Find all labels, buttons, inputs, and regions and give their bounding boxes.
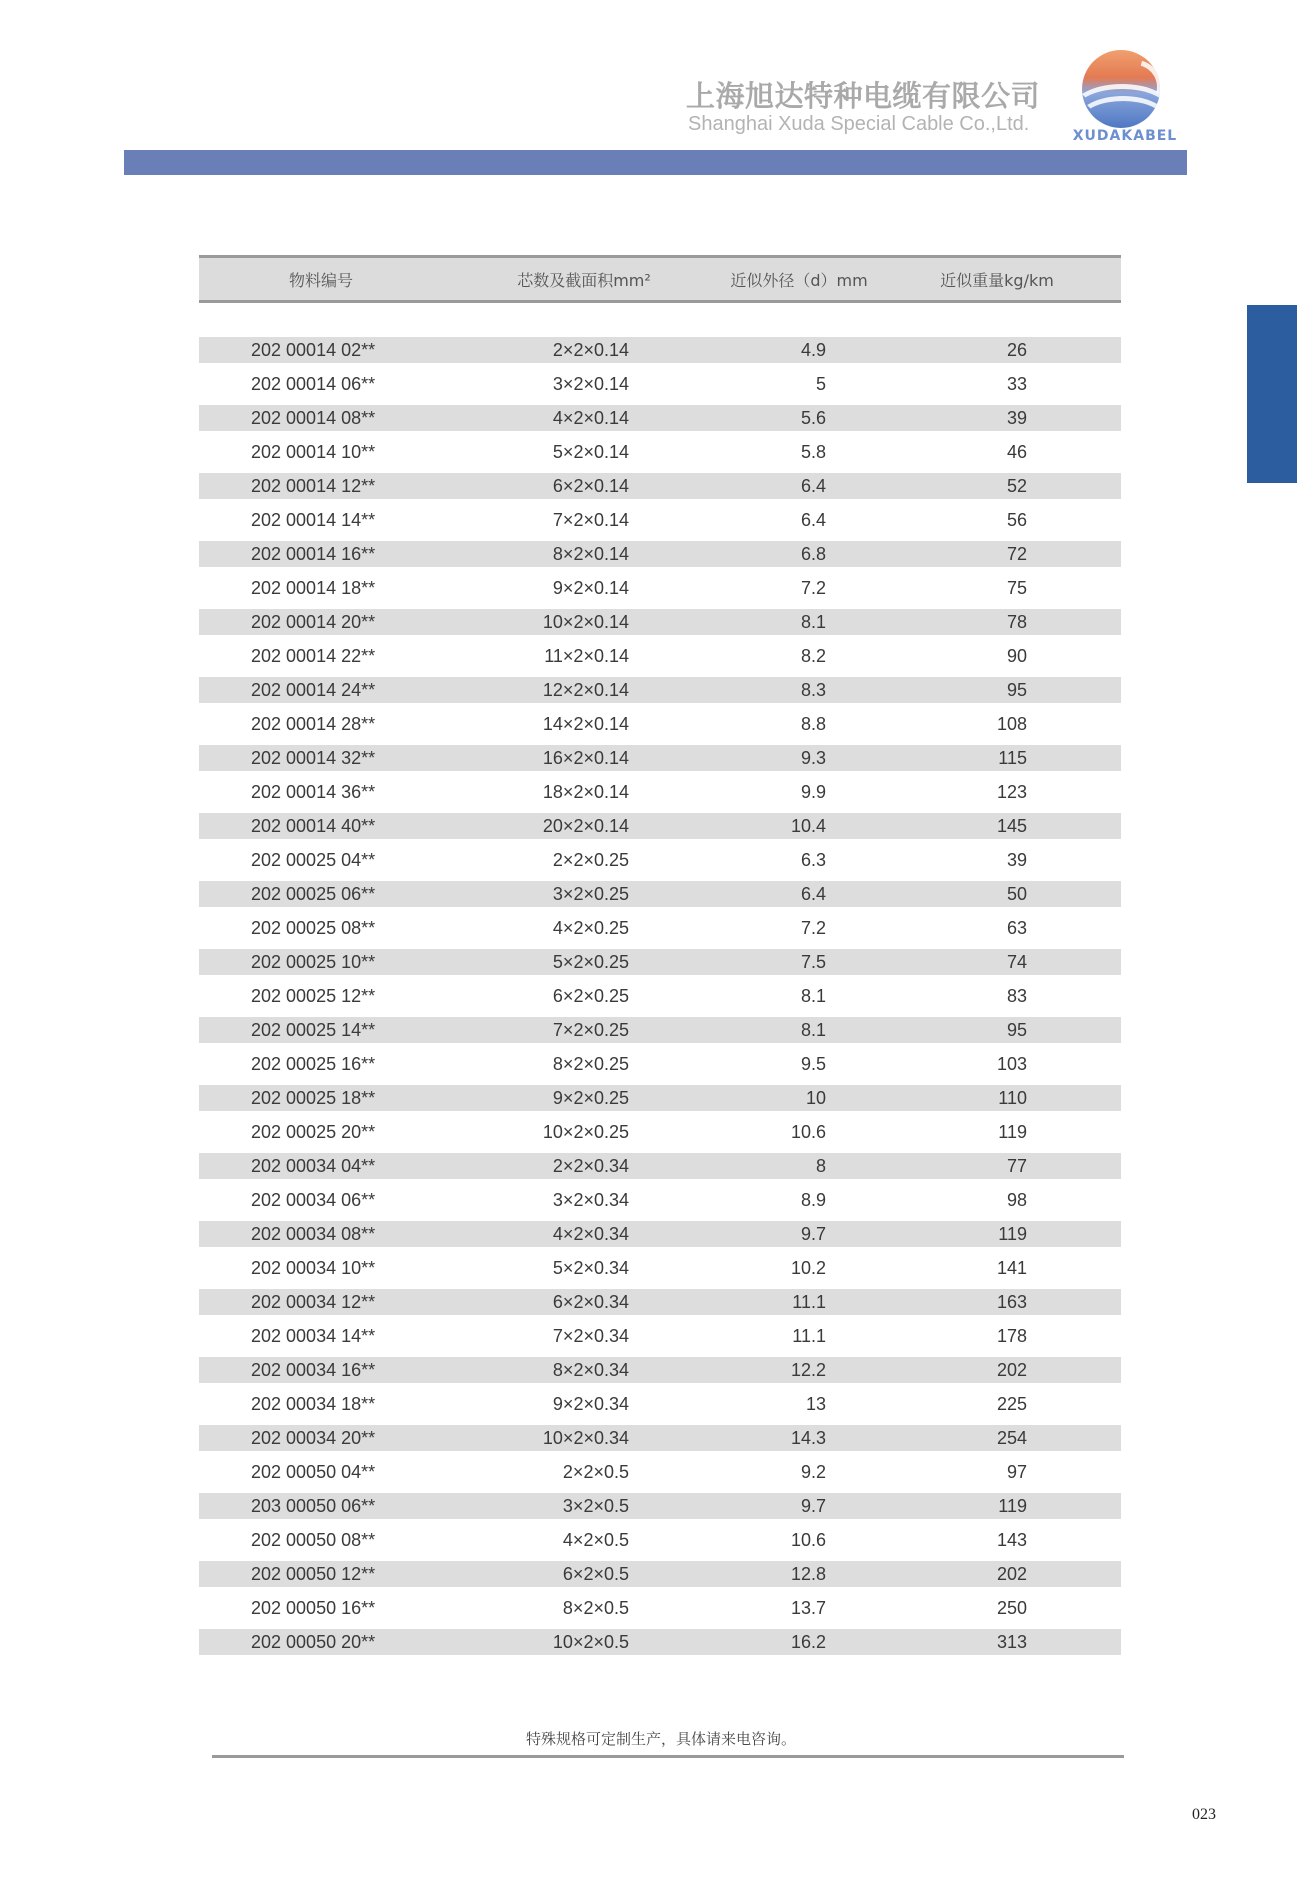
cell-weight: 103: [996, 1053, 1027, 1074]
cell-outer-diameter: 10.6: [790, 1529, 826, 1550]
cell-outer-diameter: 16.2: [790, 1631, 826, 1652]
cell-weight: 123: [996, 781, 1027, 802]
cell-outer-diameter: 8.3: [800, 679, 826, 700]
cell-weight: 313: [996, 1631, 1027, 1652]
cell-material-code: 202 00025 14**: [251, 1019, 376, 1040]
table-row: [199, 609, 1121, 635]
table-row: [199, 1425, 1121, 1451]
cell-outer-diameter: 8.9: [800, 1189, 826, 1210]
cell-outer-diameter: 11.1: [792, 1325, 826, 1346]
cell-material-code: 202 00014 14**: [251, 509, 376, 530]
column-header-weight: 近似重量kg/km: [940, 270, 1054, 290]
cell-material-code: 202 00014 20**: [251, 611, 376, 632]
cell-material-code: 202 00034 14**: [251, 1325, 376, 1346]
table-row: [199, 949, 1121, 975]
cell-weight: 33: [1006, 373, 1027, 394]
cell-cores-cross-section: 9×2×0.14: [552, 577, 629, 598]
cell-outer-diameter: 9.5: [800, 1053, 826, 1074]
cell-cores-cross-section: 10×2×0.25: [542, 1121, 629, 1142]
table-row: [199, 677, 1121, 703]
company-name-en: Shanghai Xuda Special Cable Co.,Ltd.: [688, 113, 1030, 135]
cell-outer-diameter: 5.8: [800, 441, 826, 462]
column-header-outer-diameter: 近似外径（d）mm: [730, 270, 868, 290]
cell-weight: 110: [998, 1087, 1027, 1108]
cell-weight: 143: [996, 1529, 1027, 1550]
cell-cores-cross-section: 11×2×0.14: [544, 645, 629, 666]
cell-weight: 74: [1006, 951, 1027, 972]
cell-material-code: 202 00025 04**: [251, 849, 376, 870]
table-row: [199, 1523, 1121, 1557]
cell-weight: 95: [1006, 1019, 1027, 1040]
company-logo: [1070, 48, 1180, 146]
cell-material-code: 202 00050 12**: [251, 1563, 376, 1584]
cell-cores-cross-section: 6×2×0.5: [562, 1563, 629, 1584]
cell-weight: 225: [996, 1393, 1027, 1414]
table-row: [199, 1561, 1121, 1587]
cell-outer-diameter: 10.2: [790, 1257, 826, 1278]
table-header: [199, 255, 1121, 303]
cell-material-code: 202 00034 10**: [251, 1257, 376, 1278]
table-row: [199, 745, 1121, 771]
column-header-material-code: 物料编号: [288, 270, 353, 290]
cell-outer-diameter: 5: [815, 373, 826, 394]
cell-outer-diameter: 8: [815, 1155, 826, 1176]
table-row: [199, 1591, 1121, 1625]
company-name-cn: 上海旭达特种电缆有限公司: [686, 79, 1041, 113]
cell-outer-diameter: 7.5: [800, 951, 826, 972]
cell-outer-diameter: 7.2: [800, 577, 826, 598]
cell-outer-diameter: 11.1: [792, 1291, 826, 1312]
cell-weight: 108: [996, 713, 1027, 734]
table-row: [199, 1221, 1121, 1247]
cell-material-code: 202 00014 36**: [251, 781, 376, 802]
table-row: [199, 1387, 1121, 1421]
cell-material-code: 202 00014 12**: [251, 475, 376, 496]
globe-logo-icon: [1082, 50, 1160, 128]
cell-weight: 98: [1006, 1189, 1027, 1210]
cell-outer-diameter: 5.6: [800, 407, 826, 428]
table-row: [199, 405, 1121, 431]
cell-weight: 39: [1006, 407, 1027, 428]
cell-material-code: 202 00034 20**: [251, 1427, 376, 1448]
cell-material-code: 202 00025 12**: [251, 985, 376, 1006]
cell-cores-cross-section: 16×2×0.14: [542, 747, 629, 768]
cell-cores-cross-section: 8×2×0.5: [562, 1597, 629, 1618]
cell-weight: 95: [1006, 679, 1027, 700]
cell-material-code: 202 00034 12**: [251, 1291, 376, 1312]
cell-outer-diameter: 8.1: [800, 611, 826, 632]
cell-weight: 119: [998, 1223, 1027, 1244]
footer-note: 特殊规格可定制生产，具体请来电咨询。: [525, 1730, 796, 1748]
cell-weight: 78: [1006, 611, 1027, 632]
cell-outer-diameter: 8.1: [800, 1019, 826, 1040]
cell-material-code: 202 00014 06**: [251, 373, 376, 394]
cell-cores-cross-section: 18×2×0.14: [542, 781, 629, 802]
cell-weight: 97: [1006, 1461, 1027, 1482]
cell-outer-diameter: 9.7: [800, 1495, 826, 1516]
cell-cores-cross-section: 7×2×0.14: [552, 509, 629, 530]
cell-material-code: 202 00014 24**: [251, 679, 376, 700]
header-band: [124, 150, 1187, 175]
cell-material-code: 202 00050 08**: [251, 1529, 376, 1550]
cell-outer-diameter: 10: [805, 1087, 826, 1108]
cell-cores-cross-section: 2×2×0.34: [552, 1155, 629, 1176]
cell-material-code: 202 00034 18**: [251, 1393, 376, 1414]
cell-cores-cross-section: 6×2×0.25: [552, 985, 629, 1006]
cell-outer-diameter: 6.4: [800, 475, 826, 496]
cell-material-code: 202 00025 08**: [251, 917, 376, 938]
cell-material-code: 202 00014 22**: [251, 645, 376, 666]
cell-material-code: 202 00034 16**: [251, 1359, 376, 1380]
cell-outer-diameter: 13.7: [790, 1597, 826, 1618]
cell-outer-diameter: 8.8: [800, 713, 826, 734]
table-body: [199, 337, 1121, 1655]
cell-weight: 119: [998, 1121, 1027, 1142]
table-row: [199, 843, 1121, 877]
cell-weight: 202: [996, 1359, 1027, 1380]
table-row: [199, 1251, 1121, 1285]
table-row: [199, 503, 1121, 537]
cell-cores-cross-section: 5×2×0.14: [552, 441, 629, 462]
cell-outer-diameter: 12.2: [790, 1359, 826, 1380]
section-side-tab: [1247, 305, 1297, 483]
cell-cores-cross-section: 2×2×0.25: [552, 849, 629, 870]
cell-weight: 202: [996, 1563, 1027, 1584]
cell-weight: 115: [998, 747, 1027, 768]
cell-weight: 56: [1006, 509, 1027, 530]
cell-material-code: 202 00050 04**: [251, 1461, 376, 1482]
cell-material-code: 202 00025 06**: [251, 883, 376, 904]
cell-cores-cross-section: 4×2×0.14: [552, 407, 629, 428]
cell-cores-cross-section: 2×2×0.5: [562, 1461, 629, 1482]
cell-material-code: 202 00034 06**: [251, 1189, 376, 1210]
logo-wordmark: XUDAKABEL: [1072, 128, 1178, 144]
table-row: [199, 367, 1121, 401]
cell-outer-diameter: 10.6: [790, 1121, 826, 1142]
cell-weight: 75: [1006, 577, 1027, 598]
cell-material-code: 202 00050 20**: [251, 1631, 376, 1652]
cell-cores-cross-section: 4×2×0.34: [552, 1223, 629, 1244]
cell-cores-cross-section: 7×2×0.34: [552, 1325, 629, 1346]
cell-weight: 254: [996, 1427, 1027, 1448]
cell-outer-diameter: 6.3: [800, 849, 826, 870]
table-row: [199, 1319, 1121, 1353]
table-row: [199, 1493, 1121, 1519]
footer-divider: [212, 1755, 1124, 1758]
table-row: [199, 1085, 1121, 1111]
cell-weight: 26: [1006, 339, 1027, 360]
cell-weight: 250: [996, 1597, 1027, 1618]
cell-outer-diameter: 9.3: [800, 747, 826, 768]
cell-cores-cross-section: 10×2×0.34: [542, 1427, 629, 1448]
cell-outer-diameter: 8.2: [800, 645, 826, 666]
cell-cores-cross-section: 3×2×0.34: [552, 1189, 629, 1210]
cell-weight: 50: [1006, 883, 1027, 904]
cell-material-code: 202 00050 16**: [251, 1597, 376, 1618]
cell-weight: 119: [998, 1495, 1027, 1516]
cell-material-code: 202 00014 08**: [251, 407, 376, 428]
table-row: [199, 911, 1121, 945]
cell-cores-cross-section: 8×2×0.34: [552, 1359, 629, 1380]
cell-cores-cross-section: 9×2×0.25: [552, 1087, 629, 1108]
page-number: 023: [1192, 1806, 1216, 1823]
cell-cores-cross-section: 3×2×0.14: [552, 373, 629, 394]
table-row: [199, 1289, 1121, 1315]
cell-cores-cross-section: 9×2×0.34: [552, 1393, 629, 1414]
cell-cores-cross-section: 10×2×0.14: [542, 611, 629, 632]
table-row: [199, 881, 1121, 907]
table-row: [199, 639, 1121, 673]
cell-weight: 141: [996, 1257, 1027, 1278]
cell-material-code: 202 00014 32**: [251, 747, 376, 768]
cell-outer-diameter: 4.9: [800, 339, 826, 360]
cell-material-code: 203 00050 06**: [251, 1495, 376, 1516]
cell-cores-cross-section: 2×2×0.14: [552, 339, 629, 360]
cell-material-code: 202 00025 20**: [251, 1121, 376, 1142]
cell-material-code: 202 00025 10**: [251, 951, 376, 972]
cell-weight: 52: [1006, 475, 1027, 496]
cell-outer-diameter: 8.1: [800, 985, 826, 1006]
cell-weight: 90: [1006, 645, 1027, 666]
cell-weight: 83: [1006, 985, 1027, 1006]
cell-cores-cross-section: 14×2×0.14: [542, 713, 629, 734]
cell-outer-diameter: 12.8: [790, 1563, 826, 1584]
cell-outer-diameter: 14.3: [790, 1427, 826, 1448]
table-row: [199, 1629, 1121, 1655]
cell-weight: 72: [1006, 543, 1027, 564]
table-row: [199, 813, 1121, 839]
cell-weight: 145: [996, 815, 1027, 836]
cell-cores-cross-section: 5×2×0.25: [552, 951, 629, 972]
cell-cores-cross-section: 6×2×0.14: [552, 475, 629, 496]
cell-material-code: 202 00014 16**: [251, 543, 376, 564]
table-row: [199, 1357, 1121, 1383]
cell-cores-cross-section: 7×2×0.25: [552, 1019, 629, 1040]
cell-material-code: 202 00014 10**: [251, 441, 376, 462]
table-row: [199, 435, 1121, 469]
table-row: [199, 1183, 1121, 1217]
cell-weight: 46: [1006, 441, 1027, 462]
cell-cores-cross-section: 20×2×0.14: [542, 815, 629, 836]
table-row: [199, 775, 1121, 809]
cell-cores-cross-section: 8×2×0.14: [552, 543, 629, 564]
table-row: [199, 1047, 1121, 1081]
cell-material-code: 202 00014 40**: [251, 815, 376, 836]
table-row: [199, 979, 1121, 1013]
cell-cores-cross-section: 10×2×0.5: [552, 1631, 629, 1652]
spec-table: [199, 255, 1121, 1659]
cell-weight: 178: [996, 1325, 1027, 1346]
cell-material-code: 202 00014 28**: [251, 713, 376, 734]
cell-cores-cross-section: 6×2×0.34: [552, 1291, 629, 1312]
cell-outer-diameter: 6.4: [800, 509, 826, 530]
cell-material-code: 202 00014 02**: [251, 339, 376, 360]
cell-outer-diameter: 7.2: [800, 917, 826, 938]
cell-material-code: 202 00014 18**: [251, 577, 376, 598]
cell-outer-diameter: 6.4: [800, 883, 826, 904]
column-header-cores-cross-section: 芯数及截面积mm²: [517, 270, 651, 290]
table-row: [199, 1115, 1121, 1149]
table-row: [199, 337, 1121, 363]
cell-material-code: 202 00034 08**: [251, 1223, 376, 1244]
cell-weight: 163: [996, 1291, 1027, 1312]
cell-outer-diameter: 13: [805, 1393, 826, 1414]
table-row: [199, 473, 1121, 499]
cell-outer-diameter: 9.7: [800, 1223, 826, 1244]
cell-outer-diameter: 9.2: [800, 1461, 826, 1482]
table-row: [199, 571, 1121, 605]
table-row: [199, 1153, 1121, 1179]
cell-cores-cross-section: 3×2×0.25: [552, 883, 629, 904]
cell-material-code: 202 00025 18**: [251, 1087, 376, 1108]
cell-cores-cross-section: 8×2×0.25: [552, 1053, 629, 1074]
cell-cores-cross-section: 4×2×0.25: [552, 917, 629, 938]
table-row: [199, 541, 1121, 567]
table-row: [199, 1455, 1121, 1489]
cell-weight: 77: [1006, 1155, 1027, 1176]
cell-cores-cross-section: 12×2×0.14: [542, 679, 629, 700]
cell-cores-cross-section: 5×2×0.34: [552, 1257, 629, 1278]
cell-cores-cross-section: 4×2×0.5: [562, 1529, 629, 1550]
table-row: [199, 1017, 1121, 1043]
cell-weight: 63: [1006, 917, 1027, 938]
cell-material-code: 202 00025 16**: [251, 1053, 376, 1074]
table-row: [199, 707, 1121, 741]
cell-outer-diameter: 6.8: [800, 543, 826, 564]
cell-weight: 39: [1006, 849, 1027, 870]
cell-outer-diameter: 10.4: [790, 815, 826, 836]
cell-cores-cross-section: 3×2×0.5: [562, 1495, 629, 1516]
cell-material-code: 202 00034 04**: [251, 1155, 376, 1176]
cell-outer-diameter: 9.9: [800, 781, 826, 802]
